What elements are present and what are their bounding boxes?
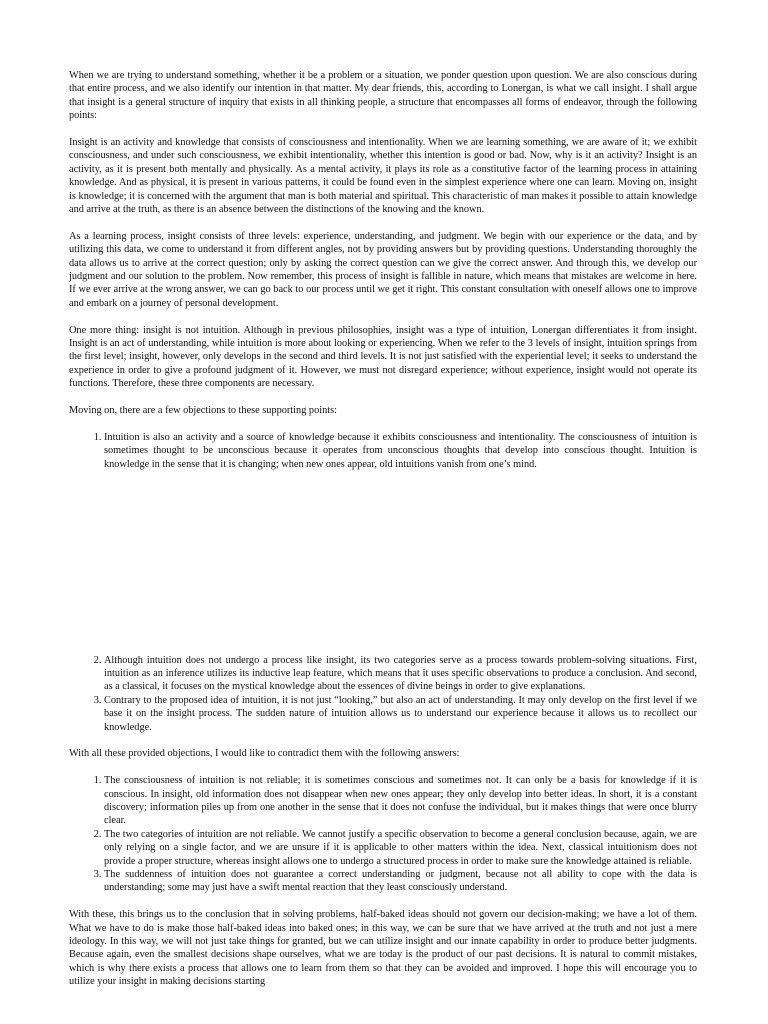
answer-item: 3. The suddenness of intuition does not guarantee a correct understanding or judgment, because not all ability to cope with the data is understanding; some may just have a swift mental reaction that they least consciously understand. [104, 868, 697, 895]
objections-intro: Moving on, there are a few objections to these supporting points: [69, 405, 337, 417]
objection-item: 2. Although intuition does not undergo a process like insight, its two categories serve as a process towards problem-solving situations. First, intuition as an inference utilizes its inductive leap feature, which means that it uses specific observations to produce a conclusion. And second, as a classical, it focuses on the mystical knowledge about the essences of divine beings in order to give explanations. [104, 654, 697, 694]
objections-list-part-2 [69, 654, 697, 734]
answer-item: 1. The consciousness of intuition is not reliable; it is sometimes conscious and sometimes not. It can only be a basis for knowledge if it is conscious. In insight, old information does not disappear when new ones appear; they only develop into better ideas. In short, it is a constant discovery; information piles up from one another in the sense that it does not confuse the individual, but it makes things that were once blurry clear. [104, 774, 697, 828]
insight-vs-intuition-paragraph: One more thing: insight is not intuition. Although in previous philosophies, insight was a type of intuition, Lonergan differentiates it from insight. Insight is an act of understanding, while intuition is more about looking or experiencing. When we refer to the 3 levels of insight, intuition springs from the first level; insight, however, only develops in the second and third levels. It is not just satisfied with the experiential level; it seeks to understand the experience in order to give a profound judgment of it. However, we must not disregard experience; without experience, insight would not operate its functions. Therefore, these three components are necessary. [69, 324, 697, 390]
objection-item: 3. Contrary to the proposed idea of intuition, it is not just “looking,” but also an act of understanding. It may only develop on the first level if we base it on the insight process. The sudden nature of intuition allows us to understand our experience because it allows us to recollect our knowledge. [104, 694, 697, 734]
conclusion-paragraph: With these, this brings us to the conclusion that in solving problems, half-baked ideas should not govern our decision-making; we have a lot of them. What we have to do is make those half-baked ideas into baked ones; in this way, we can be sure that we have arrived at the truth and not just a mere ideology. In this way, we will not just take things for granted, but we can utilize insight and our innate capability in order to produce better judgments. Because again, even the smallest decisions shape ourselves, what we are today is the product of our past decisions. It is natural to commit mistakes, which is why there exists a process that allows one to learn from them so that they can be avoided and improved. I hope this will encourage you to utilize your insight in making decisions starting [69, 909, 697, 988]
answers-list [69, 774, 697, 895]
blank-space [69, 485, 697, 654]
answers-intro: With all these provided objections, I would like to contradict them with the following answers: [69, 748, 460, 760]
objection-item: 1. Intuition is also an activity and a source of knowledge because it exhibits consciousness and intentionality. The consciousness of intuition is sometimes thought to be unconscious because it operates from unconscious thoughts that develop into conscious thought. Intuition is knowledge in the sense that it is changing; when new ones appear, old intuitions vanish from one’s mind. [104, 431, 697, 471]
objections-list-part-1 [69, 431, 697, 471]
document-body [69, 69, 697, 1002]
insight-levels-paragraph: As a learning process, insight consists of three levels: experience, understanding, and judgment. We begin with our experience or the data, and by utilizing this data, we come to understand it from different angles, not by providing answers but by providing questions. Understanding thoroughly the data allows us to arrive at the correct question; only by asking the correct question can we give the correct answer. And through this, we develop our judgment and our solution to the problem. Now remember, this process of insight is fallible in nature, which means that mistakes are welcome in here. If we ever arrive at the wrong answer, we can go back to our process until we get it right. This constant consultation with oneself allows one to improve and embark on a journey of personal development. [69, 230, 697, 309]
insight-activity-paragraph: Insight is an activity and knowledge that consists of consciousness and intentionality. When we are learning something, we are aware of it; we exhibit consciousness, and under such consciousness, we exhibit intentionality, whether this intention is good or bad. Now, why is it an activity? Insight is an activity, as it is present both mentally and physically. As a mental activity, it plays its role as a constitutive factor of the learning process in attaining knowledge. And as physical, it is present in various patterns, it could be found even in the simplest experience where one can learn. Moving on, insight is knowledge; it is concerned with the argument that man is both material and spiritual. This characteristic of man makes it possible to attain knowledge and arrive at the truth, as there is an absence between the distinctions of the knowing and the known. [69, 137, 697, 216]
answer-item: 2. The two categories of intuition are not reliable. We cannot justify a specific observation to become a general conclusion because, again, we are only relying on a single factor, and we are unsure if it is applicable to other matters within the idea. Next, classical intuitionism does not provide a proper structure, whereas insight allows one to undergo a structured process in order to make sure the knowledge attained is reliable. [104, 828, 697, 868]
intro-paragraph: When we are trying to understand something, whether it be a problem or a situation, we ponder question upon question. We are also conscious during that entire process, and we also identify our intention in that matter. My dear friends, this, according to Lonergan, is what we call insight. I shall argue that insight is a general structure of inquiry that exists in all thinking people, a structure that encompasses all forms of endeavor, through the following points: [69, 70, 697, 122]
